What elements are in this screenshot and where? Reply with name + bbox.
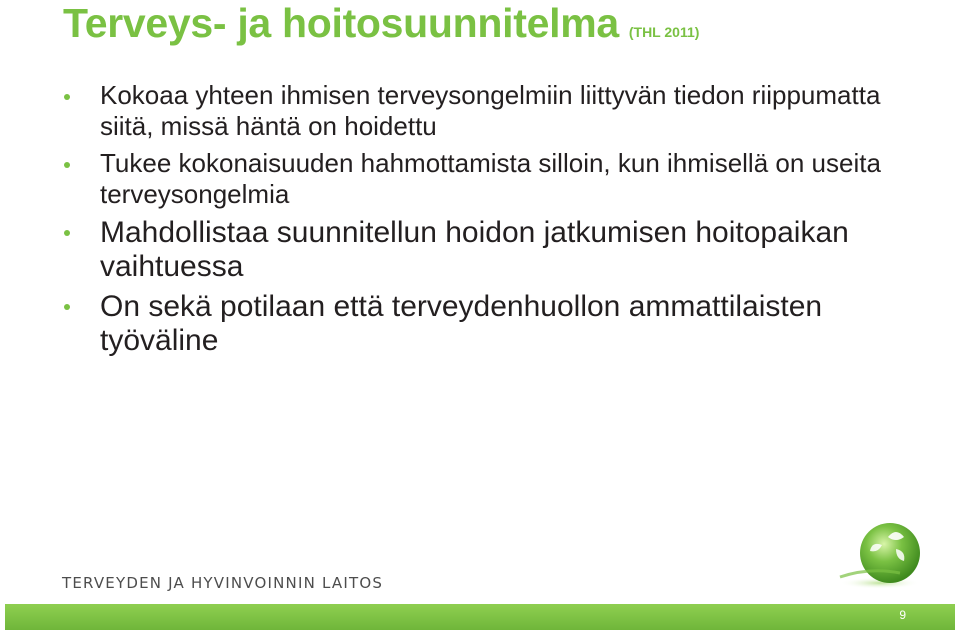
green-leaf-sphere-logo-icon: [832, 515, 928, 591]
slide-title-row: [63, 0, 699, 47]
bullet-list: [64, 80, 924, 364]
title-source: (THL 2011): [628, 24, 700, 40]
bullet-dot-icon: [64, 230, 70, 236]
bullet-text: Tukee kokonaisuuden hahmottamista silloin, kun ihmisellä on useita terveysongelmia: [100, 148, 881, 209]
bullet-text: Mahdollistaa suunnitellun hoidon jatkumisen hoitopaikan vaihtuessa: [100, 216, 849, 283]
page-number: 9: [899, 608, 906, 622]
bullet-text: Kokoaa yhteen ihmisen terveysongelmiin liittyvän tiedon riippumatta siitä, missä häntä on hoidettu: [100, 80, 881, 141]
bullet-dot-icon: [64, 94, 70, 100]
bullet-text: On sekä potilaan että terveydenhuollon ammattilaisten työväline: [100, 290, 823, 357]
organization-name: TERVEYDEN JA HYVINVOINNIN LAITOS: [62, 574, 384, 592]
bullet-item: [64, 148, 924, 210]
bullet-dot-icon: [64, 304, 70, 310]
slide-title: Terveys- ja hoitosuunnitelma: [63, 0, 619, 46]
bullet-item: [64, 80, 924, 142]
bullet-item: [64, 216, 924, 284]
bullet-item: [64, 290, 924, 358]
footer-bar: [5, 604, 955, 630]
bullet-dot-icon: [64, 162, 70, 168]
